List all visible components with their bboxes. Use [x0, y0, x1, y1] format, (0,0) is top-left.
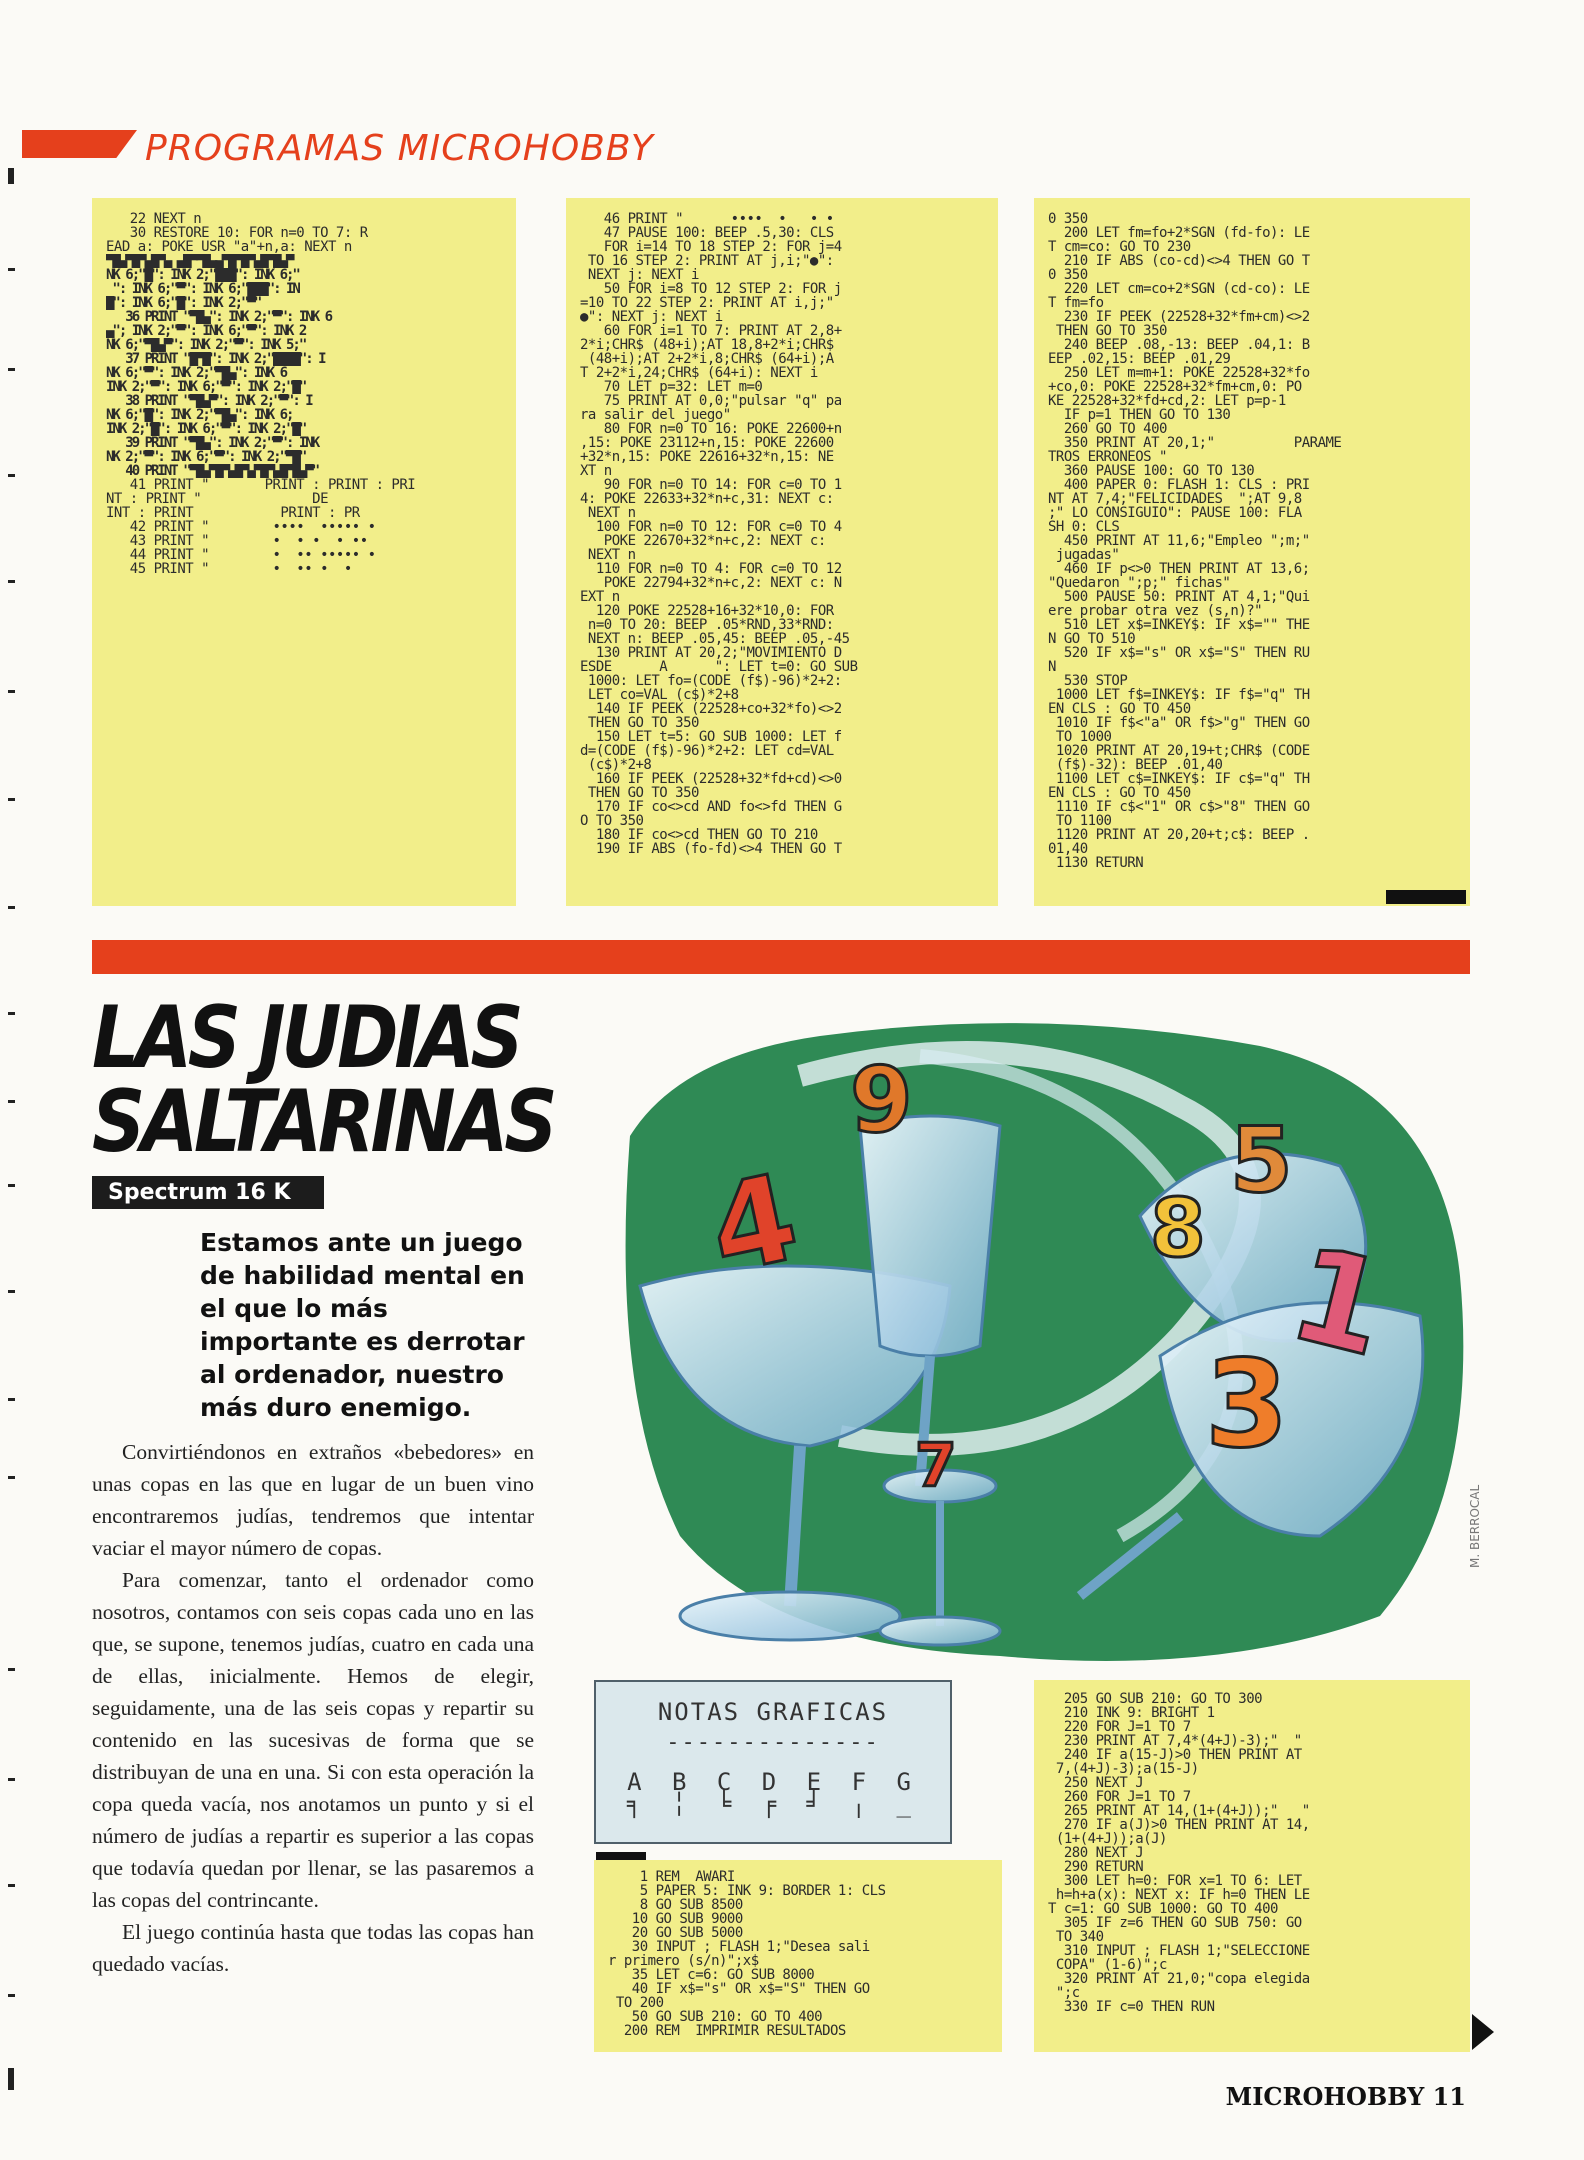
- program-listing-2: [566, 198, 998, 906]
- number-character-3: 3: [1205, 1336, 1289, 1475]
- listing-line: 120 POKE 22528+16+32*10,0: FOR: [580, 604, 834, 618]
- listing-line: NT : PRINT " DE: [106, 492, 329, 506]
- listing-line: 500 PAUSE 50: PRINT AT 4,1;"Qui: [1048, 590, 1310, 604]
- listing-line: EXT n: [580, 590, 620, 604]
- crop-mark: [8, 580, 15, 583]
- listing-line: 40 PRINT "▀█▄▀█▀▄█▀▄▀█▀▄█▀█▄▀": [106, 464, 319, 478]
- listing-line: 305 IF z=6 THEN GO SUB 750: GO: [1048, 1916, 1302, 1930]
- lead-text: Estamos ante un juego de habilidad mental en el que lo más importante es derrotar al ordenador, nuestro más duro enemigo.: [200, 1228, 525, 1422]
- listing-line: 160 IF PEEK (22528+32*fd+cd)<>0: [580, 772, 842, 786]
- listing-line: 210 INK 9: BRIGHT 1: [1048, 1706, 1215, 1720]
- listing-line: 230 IF PEEK (22528+32*fm+cm)<>2: [1048, 310, 1310, 324]
- listing-line: 40 IF x$="s" OR x$="S" THEN GO: [608, 1982, 870, 1996]
- listing-line: TO 16 STEP 2: PRINT AT j,i;"●":: [580, 254, 834, 268]
- listing-line: N GO TO 510: [1048, 632, 1136, 646]
- listing-line: 220 FOR J=1 TO 7: [1048, 1720, 1191, 1734]
- listing-line: 70 LET p=32: LET m=0: [580, 380, 763, 394]
- listing-line: ";c: [1048, 1986, 1080, 2000]
- listing-line: ESDE A ": LET t=0: GO SUB: [580, 660, 858, 674]
- listing-line: FOR i=14 TO 18 STEP 2: FOR j=4: [580, 240, 842, 254]
- listing-line: NEXT j: NEXT i: [580, 268, 699, 282]
- body-paragraph: Para comenzar, tanto el ordenador como nosotros, contamos con seis copas cada uno en las que, se supone, tenemos judías, cuatro en cada una de ellas, inicialmente. Hemos de elegir, seguidamente, una de las seis copas y repartir su contenido en las sucesivas de forma que se distribuyan de una en una. Si con esta operación la copa queda vacía, nos anotamos un punto y si el número de judías a repartir es superior a las copas que todavía quedan por llenar, se las pasaremos a las copas del contrincante.: [92, 1568, 534, 1912]
- listing-line: 10 GO SUB 9000: [608, 1912, 743, 1926]
- listing-line: EN CLS : GO TO 450: [1048, 786, 1191, 800]
- crop-mark: [8, 1100, 15, 1103]
- listing-line: T 2+2*i,24;CHR$ (64+i): NEXT i: [580, 366, 818, 380]
- listing-line: T c=1: GO SUB 1000: GO TO 400: [1048, 1902, 1278, 1916]
- listing-line: N: [1048, 660, 1056, 674]
- number-character-7: 7: [915, 1431, 957, 1501]
- listing-line: ;" LO CONSIGUIO": PAUSE 100: FLA: [1048, 506, 1302, 520]
- number-character-4: 4: [698, 1148, 809, 1302]
- number-character-9: 9: [850, 1048, 913, 1153]
- listing-line: EEP .02,15: BEEP .01,29: [1048, 352, 1231, 366]
- listing-line: NK 6;"█": INK 2;"▀█▄": INK 6;: [106, 408, 293, 422]
- crop-mark: [8, 1668, 15, 1671]
- listing-line: SH 0: CLS: [1048, 520, 1120, 534]
- listing-line: (c$)*2+8: [580, 758, 652, 772]
- listing-line: 200 REM IMPRIMIR RESULTADOS: [608, 2024, 846, 2038]
- listing-line: TO 1000: [1048, 730, 1112, 744]
- listing-line: 60 FOR i=1 TO 7: PRINT AT 2,8+: [580, 324, 842, 338]
- listing-line: 1020 PRINT AT 20,19+t;CHR$ (CODE: [1048, 744, 1310, 758]
- title-line-1: LAS JUDIAS: [92, 988, 520, 1088]
- listing-line: 350 PRINT AT 20,1;" PARAME: [1048, 436, 1342, 450]
- article-banner: [92, 940, 1470, 974]
- listing-line: 7,(4+J)-3);a(15-J): [1048, 1762, 1199, 1776]
- section-title: PROGRAMAS MICROHOBBY: [145, 128, 654, 169]
- listing-line: 530 STOP: [1048, 674, 1128, 688]
- title-line-2: SALTARINAS: [92, 1072, 554, 1172]
- listing-line: 1120 PRINT AT 20,20+t;c$: BEEP .: [1048, 828, 1310, 842]
- body-paragraph: Convirtiéndonos en extraños «bebedores» en unas copas en las que en lugar de un buen vino encontraremos judías, tendremos que intentar vaciar el mayor número de copas.: [92, 1440, 534, 1560]
- listing-line: 5 PAPER 5: INK 9: BORDER 1: CLS: [608, 1884, 886, 1898]
- article-title: [92, 988, 554, 1172]
- listing-line: 22 NEXT n: [106, 212, 202, 226]
- listing-line: POKE 22670+32*n+c,2: NEXT c:: [580, 534, 826, 548]
- crop-mark: [8, 1994, 15, 1997]
- listing-line: 44 PRINT " • •• ••••• •: [106, 548, 376, 562]
- listing-line: 520 IF x$="s" OR x$="S" THEN RU: [1048, 646, 1310, 660]
- crop-mark: [8, 690, 15, 693]
- listing-line: ●": NEXT j: NEXT i: [580, 310, 723, 324]
- listing-line: 45 PRINT " • •• • •: [106, 562, 352, 576]
- listing-line: ▀█▄▀█▀▄█▀▄ ▄█▀▀█▄▄▀█▀█▀▄█▀█▄▀: [106, 254, 293, 268]
- crop-mark: [8, 1012, 15, 1015]
- listing-line: 290 RETURN: [1048, 1860, 1144, 1874]
- listing-line: █": INK 6;"█": INK 2;"▀": [106, 296, 261, 310]
- listing-line: 1000 LET f$=INKEY$: IF f$="q" TH: [1048, 688, 1310, 702]
- listing-line: 43 PRINT " • • • • ••: [106, 534, 368, 548]
- graphic-notes-glyphs: ╕ ╎ ╘ ╒ ╛ ╷ _: [627, 1790, 919, 1818]
- listing-line: 50 FOR i=8 TO 12 STEP 2: FOR j: [580, 282, 842, 296]
- listing-line: 250 NEXT J: [1048, 1776, 1144, 1790]
- listing-line: r primero (s/n)";x$: [608, 1954, 759, 1968]
- listing-line: LET co=VAL (c$)*2+8: [580, 688, 739, 702]
- listing-line: (48+i);AT 2+2*i,8;CHR$ (64+i);A: [580, 352, 834, 366]
- footer-page-label: MICROHOBBY 11: [1225, 2082, 1466, 2111]
- listing-line: 360 PAUSE 100: GO TO 130: [1048, 464, 1255, 478]
- crop-mark: [8, 1290, 15, 1293]
- listing-line: XT n: [580, 464, 612, 478]
- crop-mark: [8, 368, 15, 371]
- listing-line: 265 PRINT AT 14,(1+(4+J));" ": [1048, 1804, 1310, 1818]
- listing-line: NK 6;"█": INK 2;"███": INK 6;": [106, 268, 299, 282]
- platform-badge: Spectrum 16 K: [92, 1176, 324, 1209]
- listing-line: 46 PRINT " •••• • • •: [580, 212, 834, 226]
- listing-line: TO 340: [1048, 1930, 1104, 1944]
- listing-line: 30 RESTORE 10: FOR n=0 TO 7: R: [106, 226, 368, 240]
- listing-line: 280 NEXT J: [1048, 1846, 1144, 1860]
- listing-line: T cm=co: GO TO 230: [1048, 240, 1191, 254]
- listing-line: 240 IF a(15-J)>0 THEN PRINT AT: [1048, 1748, 1302, 1762]
- listing-line: 450 PRINT AT 11,6;"Empleo ";m;": [1048, 534, 1310, 548]
- listing-line: 1000: LET fo=(CODE (f$)-96)*2+2:: [580, 674, 842, 688]
- listing-line: NK 6;"▀": INK 2;"▀█▄": INK 6: [106, 366, 287, 380]
- listing-line: 210 IF ABS (co-cd)<>4 THEN GO T: [1048, 254, 1310, 268]
- listing-line: 300 LET h=0: FOR x=1 TO 6: LET: [1048, 1874, 1302, 1888]
- listing-line: 150 LET t=5: GO SUB 1000: LET f: [580, 730, 842, 744]
- listing-line: 37 PRINT "█▀█": INK 2;"████": I: [106, 352, 325, 366]
- listing-line: +32*n,15: POKE 22616+32*n,15: NE: [580, 450, 834, 464]
- listing-line: COPA" (1-6)";c: [1048, 1958, 1167, 1972]
- listing-line: 20 GO SUB 5000: [608, 1926, 743, 1940]
- listing-line: NK 2;"▀": INK 6;"▀": INK 2;"▀█": [106, 450, 306, 464]
- graphic-notes-letters: A B C D E F G: [627, 1768, 919, 1796]
- crop-mark: [8, 1778, 15, 1781]
- listing-line: ,15: POKE 23112+n,15: POKE 22600: [580, 436, 834, 450]
- program-listing-1: [92, 198, 516, 906]
- listing-line: 400 PAPER 0: FLASH 1: CLS : PRI: [1048, 478, 1310, 492]
- listing-line: 220 LET cm=co+2*SGN (cd-co): LE: [1048, 282, 1310, 296]
- listing-line: 75 PRINT AT 0,0;"pulsar "q" pa: [580, 394, 842, 408]
- crop-mark: [8, 1398, 15, 1401]
- number-character-5: 5: [1230, 1108, 1293, 1213]
- listing-line: TROS ERRONEOS ": [1048, 450, 1167, 464]
- listing-line: 240 BEEP .08,-13: BEEP .04,1: B: [1048, 338, 1310, 352]
- listing-line: 205 GO SUB 210: GO TO 300: [1048, 1692, 1263, 1706]
- listing-line: 50 GO SUB 210: GO TO 400: [608, 2010, 823, 2024]
- listing-line: IF p=1 THEN GO TO 130: [1048, 408, 1231, 422]
- listing-line: ▄"; INK 2;"▀": INK 6;"▀": INK 2: [106, 324, 306, 338]
- listing-line: INT : PRINT PRINT : PR: [106, 506, 360, 520]
- header-accent-bar: [22, 130, 137, 158]
- crop-mark: [8, 2068, 14, 2090]
- listing-line: 0 350: [1048, 212, 1088, 226]
- listing-line: 8 GO SUB 8500: [608, 1898, 743, 1912]
- body-paragraph: El juego continúa hasta que todas las copas han quedado vacías.: [92, 1920, 534, 1976]
- graphic-notes-rule: --------------: [666, 1730, 880, 1755]
- number-character-1: 1: [1276, 1216, 1402, 1387]
- program-listing-5: [1034, 1680, 1470, 2052]
- listing-line: 510 LET x$=INKEY$: IF x$="" THE: [1048, 618, 1310, 632]
- listing-line: +co,0: POKE 22528+32*fm+cm,0: PO: [1048, 380, 1302, 394]
- listing-line: 110 FOR n=0 TO 4: FOR c=0 TO 12: [580, 562, 842, 576]
- listing-line: 42 PRINT " •••• ••••• •: [106, 520, 376, 534]
- listing-line: 47 PAUSE 100: BEEP .5,30: CLS: [580, 226, 834, 240]
- listing-line: 39 PRINT "▀█▄": INK 2;"▀": INK: [106, 436, 319, 450]
- crop-mark: [8, 1884, 15, 1887]
- listing-line: 170 IF co<>cd AND fo<>fd THEN G: [580, 800, 842, 814]
- program-listing-4: [594, 1860, 1002, 2052]
- listing-line: O TO 350: [580, 814, 644, 828]
- listing-line: T fm=fo: [1048, 296, 1104, 310]
- listing-line: 460 IF p<>0 THEN PRINT AT 13,6;: [1048, 562, 1310, 576]
- listing-line: 90 FOR n=0 TO 14: FOR c=0 TO 1: [580, 478, 842, 492]
- listing-line: EAD a: POKE USR "a"+n,a: NEXT n: [106, 240, 352, 254]
- listing-line: n=0 TO 20: BEEP .05*RND,33*RND:: [580, 618, 834, 632]
- graphic-notes-title: NOTAS GRAFICAS: [657, 1698, 889, 1726]
- listing-line: TO 1100: [1048, 814, 1112, 828]
- listing-line: 260 GO TO 400: [1048, 422, 1167, 436]
- listing-line: 100 FOR n=0 TO 12: FOR c=0 TO 4: [580, 520, 842, 534]
- crop-mark: [8, 798, 15, 801]
- listing-line: THEN GO TO 350: [1048, 324, 1167, 338]
- listing-line: 200 LET fm=fo+2*SGN (fd-fo): LE: [1048, 226, 1310, 240]
- crop-mark: [8, 1476, 15, 1479]
- listing-line: jugadas": [1048, 548, 1120, 562]
- number-character-8: 8: [1150, 1182, 1206, 1275]
- wine-glass-base: [680, 1592, 900, 1640]
- listing-line: 35 LET c=6: GO SUB 8000: [608, 1968, 815, 1982]
- listing-line: 1100 LET c$=INKEY$: IF c$="q" TH: [1048, 772, 1310, 786]
- listing-line: 41 PRINT " PRINT : PRINT : PRI: [106, 478, 416, 492]
- listing-line: THEN GO TO 350: [580, 786, 699, 800]
- listing-line: NT AT 7,4;"FELICIDADES ";AT 9,8: [1048, 492, 1302, 506]
- listing-line: NEXT n: BEEP .05,45: BEEP .05,-45: [580, 632, 850, 646]
- article-body: [92, 1436, 534, 1980]
- listing-end-mark: [1386, 890, 1466, 904]
- listing-line: h=h+a(x): NEXT x: IF h=0 THEN LE: [1048, 1888, 1310, 1902]
- listing-line: 250 LET m=m+1: POKE 22528+32*fo: [1048, 366, 1310, 380]
- listing-line: d=(CODE (f$)-96)*2+2: LET cd=VAL: [580, 744, 834, 758]
- listing-line: THEN GO TO 350: [580, 716, 699, 730]
- listing-line: INK 2;"▀": INK 6;"▀": INK 2;"█": [106, 380, 306, 394]
- listing-line: TO 200: [608, 1996, 664, 2010]
- listing-line: NEXT n: [580, 506, 636, 520]
- listing-line: ra salir del juego": [580, 408, 731, 422]
- listing-line: 1130 RETURN: [1048, 856, 1144, 870]
- listing-line: 260 FOR J=1 TO 7: [1048, 1790, 1191, 1804]
- crop-mark: [8, 268, 15, 271]
- listing-line: (f$)-32): BEEP .01,40: [1048, 758, 1223, 772]
- listing-line: EN CLS : GO TO 450: [1048, 702, 1191, 716]
- listing-line: 4: POKE 22633+32*n+c,31: NEXT c:: [580, 492, 834, 506]
- listing-line: 330 IF c=0 THEN RUN: [1048, 2000, 1215, 2014]
- listing-line: NK 6;"▀█▄▀": INK 2;"▀": INK 5;": [106, 338, 306, 352]
- crop-mark: [8, 168, 14, 184]
- listing-line: 80 FOR n=0 TO 16: POKE 22600+n: [580, 422, 842, 436]
- listing-line: 36 PRINT "▀█▄": INK 2;"▀": INK 6: [106, 310, 332, 324]
- listing-line: 140 IF PEEK (22528+co+32*fo)<>2: [580, 702, 842, 716]
- listing-line: (1+(4+J));a(J): [1048, 1832, 1167, 1846]
- crop-mark: [8, 906, 15, 909]
- listing-line: 1110 IF c$<"1" OR c$>"8" THEN GO: [1048, 800, 1310, 814]
- listing-line: ": INK 6;"▀": INK 6;"███": IN: [106, 282, 299, 296]
- listing-line: POKE 22794+32*n+c,2: NEXT c: N: [580, 576, 842, 590]
- listing-line: ere probar otra vez (s,n)?": [1048, 604, 1263, 618]
- listing-line: 01,40: [1048, 842, 1088, 856]
- glasses-illustration: [620, 1016, 1480, 1672]
- listing-line: 230 PRINT AT 7,4*(4+J)-3);" ": [1048, 1734, 1302, 1748]
- listing-line: 310 INPUT ; FLASH 1;"SELECCIONE: [1048, 1944, 1310, 1958]
- listing-line: 2*i;CHR$ (48+i);AT 18,8+2*i;CHR$: [580, 338, 834, 352]
- listing-line: 180 IF co<>cd THEN GO TO 210: [580, 828, 818, 842]
- small-glass-base: [880, 1617, 1000, 1645]
- crop-mark: [8, 474, 15, 477]
- listing-line: KE 22528+32*fd+cd,2: LET p=p-1: [1048, 394, 1286, 408]
- continue-arrow-icon: [1472, 2014, 1494, 2050]
- crop-mark: [8, 1184, 15, 1187]
- listing-line: 38 PRINT "▀█▄▀": INK 2;"▀": I: [106, 394, 312, 408]
- listing-line: 270 IF a(J)>0 THEN PRINT AT 14,: [1048, 1818, 1310, 1832]
- listing-line: 130 PRINT AT 20,2;"MOVIMIENTO D: [580, 646, 842, 660]
- listing-line: 1010 IF f$<"a" OR f$>"g" THEN GO: [1048, 716, 1310, 730]
- program-listing-3: [1034, 198, 1470, 906]
- illustration-credit: M. BERROCAL: [1468, 1484, 1482, 1568]
- graphic-notes-box: [594, 1680, 952, 1844]
- listing-line: 30 INPUT ; FLASH 1;"Desea sali: [608, 1940, 870, 1954]
- listing-line: 0 350: [1048, 268, 1088, 282]
- listing-line: 1 REM AWARI: [608, 1870, 735, 1884]
- listing-line: "Quedaron ";p;" fichas": [1048, 576, 1231, 590]
- listing-line: NEXT n: [580, 548, 636, 562]
- listing-line: 320 PRINT AT 21,0;"copa elegida: [1048, 1972, 1310, 1986]
- listing-line: 190 IF ABS (fo-fd)<>4 THEN GO T: [580, 842, 842, 856]
- listing-line: INK 2;"█": INK 6;"▀": INK 2;"█": [106, 422, 306, 436]
- listing-line: =10 TO 22 STEP 2: PRINT AT i,j;": [580, 296, 834, 310]
